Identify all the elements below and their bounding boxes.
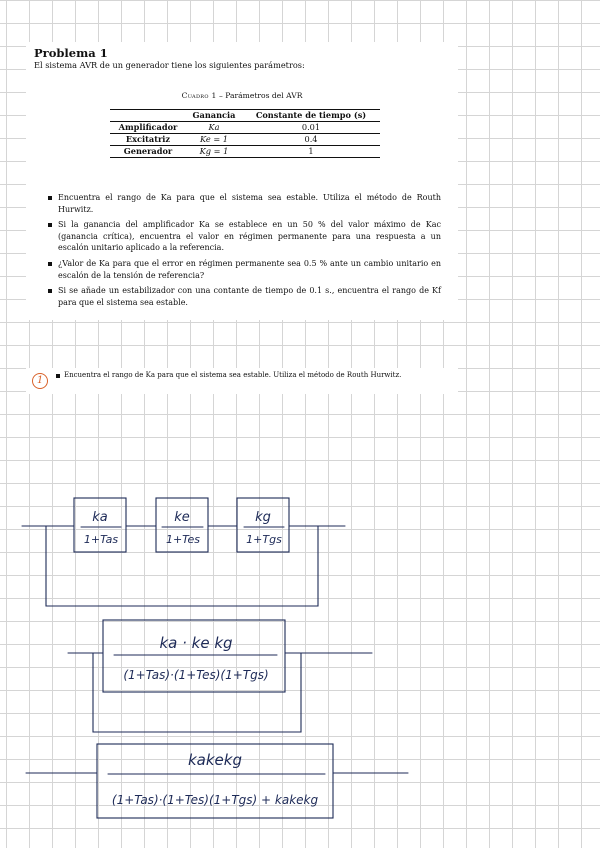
- row-tau: 0.4: [304, 134, 318, 144]
- header-gain: Ganancia: [192, 110, 236, 120]
- circled-number-marker: 1: [32, 373, 48, 389]
- caption-text: – Parámetros del AVR: [216, 91, 303, 100]
- block-amplifier-den: 1+Tas: [83, 533, 119, 546]
- closed-loop-numerator: kakekg: [187, 751, 243, 769]
- block-exciter-den: 1+Tes: [165, 533, 201, 546]
- question-item: Encuentra el rango de Ka para que el sistema sea estable. Utiliza el método de Routh Hurwitz.: [46, 192, 441, 215]
- problem-title: Problema 1: [34, 46, 108, 60]
- problem-intro: El sistema AVR de un generador tiene los siguientes parámetros:: [34, 60, 305, 70]
- question-item: ¿Valor de Ka para que el error en régimen permanente sea 0.5 % ante un cambio unitario en escalón de la tensión de referencia?: [46, 258, 441, 281]
- block-amplifier-num: ka: [92, 510, 108, 525]
- row-gain: Kg = 1: [199, 146, 229, 156]
- question-item: Si la ganancia del amplificador Ka se establece en un 50 % del valor máximo de Kac (ganancia crítica), encuentra el valor en régimen permanente para una respuesta a un escalón unitario aplicado a la referencia.: [46, 219, 441, 254]
- row-name: Excitatriz: [125, 134, 171, 144]
- caption-label: Cuadro 1: [181, 91, 217, 100]
- row-name: Generador: [123, 146, 173, 156]
- row-tau: 0.01: [301, 122, 321, 132]
- header-time-constant: Constante de tiempo (s): [255, 110, 367, 120]
- combined-numerator: ka · ke kg: [159, 634, 233, 652]
- combined-denominator: (1+Tas)·(1+Tes)(1+Tgs): [123, 668, 269, 682]
- row-tau: 1: [308, 146, 314, 156]
- closed-loop-denominator: (1+Tas)·(1+Tes)(1+Tgs) + kakekg: [111, 793, 319, 807]
- question-item: Si se añade un estabilizador con una contante de tiempo de 0.1 s., encuentra el rango de Kf para que el sistema sea estable.: [46, 285, 441, 308]
- block-generator-den: 1+Tgs: [246, 533, 282, 546]
- row-gain: Ke = 1: [199, 134, 229, 144]
- row-name: Amplificador: [118, 122, 178, 132]
- note-text: Encuentra el rango de Ka para que el sistema sea estable. Utiliza el método de Routh Hurwitz.: [64, 371, 436, 381]
- block-exciter-num: ke: [174, 510, 190, 525]
- block-generator-num: kg: [255, 510, 271, 525]
- row-gain: Ka: [208, 122, 220, 132]
